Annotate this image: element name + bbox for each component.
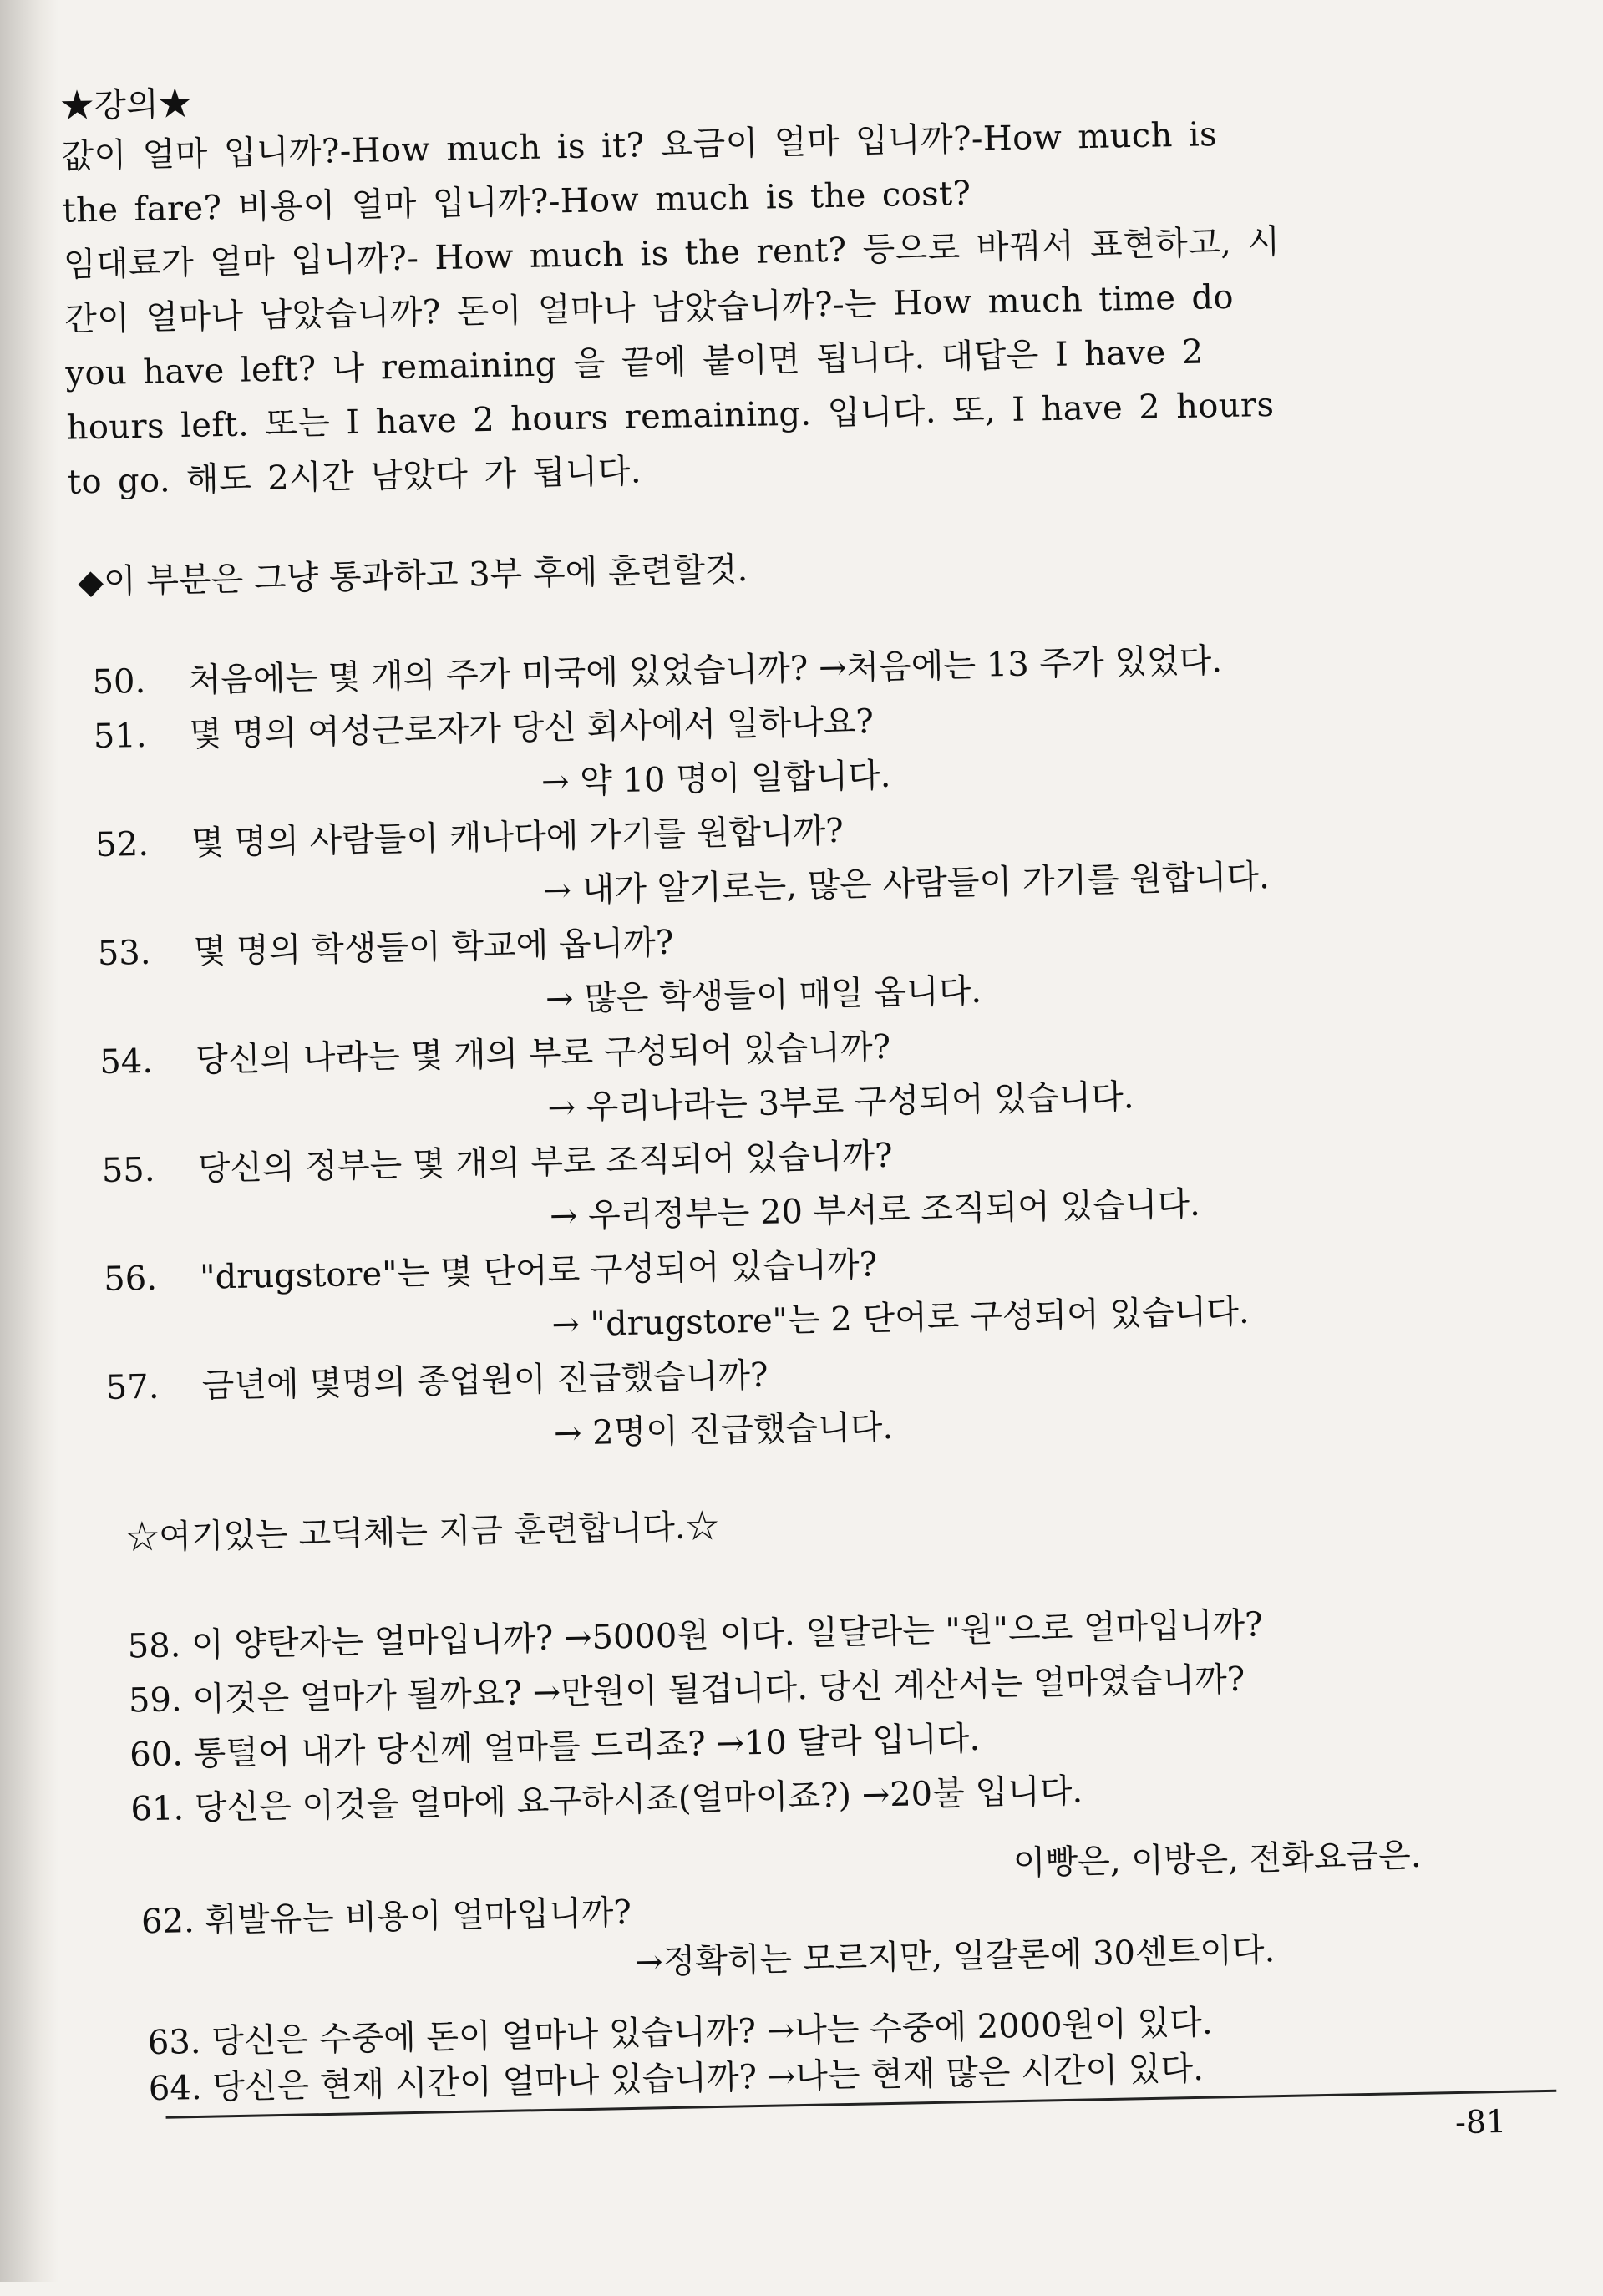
train-note: ☆여기있는 고딕체는 지금 훈련합니다.☆ [124, 1507, 720, 1558]
question-55 [101, 1129, 893, 1192]
answer-56: → "drugstore"는 2 단어로 구성되어 있습니다. [551, 1292, 1250, 1345]
question-number: 57. [105, 1367, 160, 1407]
question-text: 처음에는 몇 개의 주가 미국에 있었습니까? →처음에는 13 주가 있었다. [188, 641, 1223, 700]
answer-52: → 내가 알기로는, 많은 사람들이 가기를 원합니다. [543, 858, 1271, 910]
question-number: 62. [140, 1901, 195, 1942]
lecture-heading: ★강의★ [59, 84, 193, 126]
skip-note: ◆이 부분은 그냥 통과하고 3부 후에 훈련할것. [77, 550, 748, 602]
question-text: 통털어 내가 당신께 얼마를 드리죠? →10 달라 입니다. [193, 1719, 981, 1773]
lecture-line: 간이 얼마나 남았습니까? 돈이 얼마나 남았습니까?-는 How much time do [63, 277, 1235, 339]
lecture-line: hours left. 또는 I have 2 hours remaining. 입니다. 또, I have 2 hours [66, 385, 1275, 448]
question-number: 50. [92, 661, 146, 702]
question-text: 금년에 몇명의 종업원이 진급했습니까? [201, 1356, 769, 1406]
lecture-line: you have left? 나 remaining 을 끝에 붙이면 됩니다. 대답은 I have 2 [65, 332, 1205, 393]
question-50 [92, 634, 1223, 703]
lecture-line: the fare? 비용이 얼마 입니까?-How much is the cost? [62, 174, 971, 231]
question-number: 54. [99, 1042, 154, 1082]
question-number: 55. [101, 1150, 155, 1190]
question-number: 56. [103, 1259, 158, 1299]
question-number: 61. [130, 1789, 185, 1829]
question-56 [104, 1238, 878, 1300]
question-number: 64. [148, 2068, 202, 2109]
question-60 [129, 1712, 981, 1776]
page-number: -81 [1454, 2102, 1507, 2141]
lecture-line: 값이 얼마 입니까?-How much is it? 요금이 얼마 입니까?-How much is [61, 115, 1218, 176]
question-51 [93, 695, 874, 758]
question-53 [97, 916, 674, 975]
question-number: 58. [127, 1626, 181, 1666]
answer-54: → 우리나라는 3부로 구성되어 있습니다. [547, 1077, 1134, 1128]
question-number: 52. [94, 824, 150, 865]
answer-55: → 우리정부는 20 부서로 조직되어 있습니다. [549, 1184, 1201, 1236]
question-text: 몇 명의 학생들이 학교에 옵니까? [193, 923, 674, 971]
question-text: 당신은 수중에 돈이 얼마나 있습니까? →나는 수중에 2000원이 있다. [211, 2003, 1213, 2061]
answer-57: → 2명이 진급했습니다. [553, 1407, 894, 1453]
question-text: 당신의 정부는 몇 개의 부로 조직되어 있습니까? [197, 1136, 893, 1189]
question-text: 몇 명의 사람들이 캐나다에 가기를 원합니까? [190, 811, 845, 863]
question-text: 이것은 얼마가 될까요? →만원이 될겁니다. 당신 계산서는 얼마였습니까? [191, 1660, 1245, 1719]
question-54 [99, 1021, 891, 1083]
answer-53: → 많은 학생들이 매일 옵니다. [545, 971, 982, 1019]
question-text: 당신의 나라는 몇 개의 부로 구성되어 있습니까? [195, 1027, 891, 1080]
question-62 [140, 1886, 632, 1943]
question-text: "drugstore"는 몇 단어로 구성되어 있습니까? [199, 1245, 878, 1297]
question-text: 이 양탄자는 얼마입니까? →5000원 이다. 일달라는 "원"으로 얼마입니까? [190, 1605, 1264, 1665]
question-57 [105, 1349, 769, 1409]
question-52 [95, 804, 844, 866]
question-text: 당신은 현재 시간이 얼마나 있습니까? →나는 현재 많은 시간이 있다. [211, 2049, 1205, 2107]
question-62-prefix: 이빵은, 이방은, 전화요금은. [1012, 1836, 1422, 1883]
question-number: 60. [129, 1735, 184, 1775]
question-text: 몇 명의 여성근로자가 당신 회사에서 일하나요? [189, 702, 875, 754]
question-number: 59. [128, 1680, 183, 1721]
answer-51: → 약 10 명이 일합니다. [540, 756, 891, 802]
question-number: 51. [93, 716, 147, 757]
lecture-line: 임대료가 얼마 입니까?- How much is the rent? 등으로 바꿔서 표현하고, 시 [63, 222, 1281, 285]
question-text: 당신은 이것을 얼마에 요구하시죠(얼마이죠?) →20불 입니다. [194, 1771, 1083, 1827]
question-number: 53. [97, 933, 151, 974]
lecture-line: to go. 해도 2시간 남았다 가 됩니다. [67, 452, 642, 502]
question-text: 휘발유는 비용이 얼마입니까? [204, 1893, 632, 1940]
question-61 [130, 1765, 1083, 1831]
question-number: 63. [147, 2022, 201, 2063]
answer-62: →정확히는 모르지만, 일갈론에 30센트이다. [634, 1931, 1276, 1982]
